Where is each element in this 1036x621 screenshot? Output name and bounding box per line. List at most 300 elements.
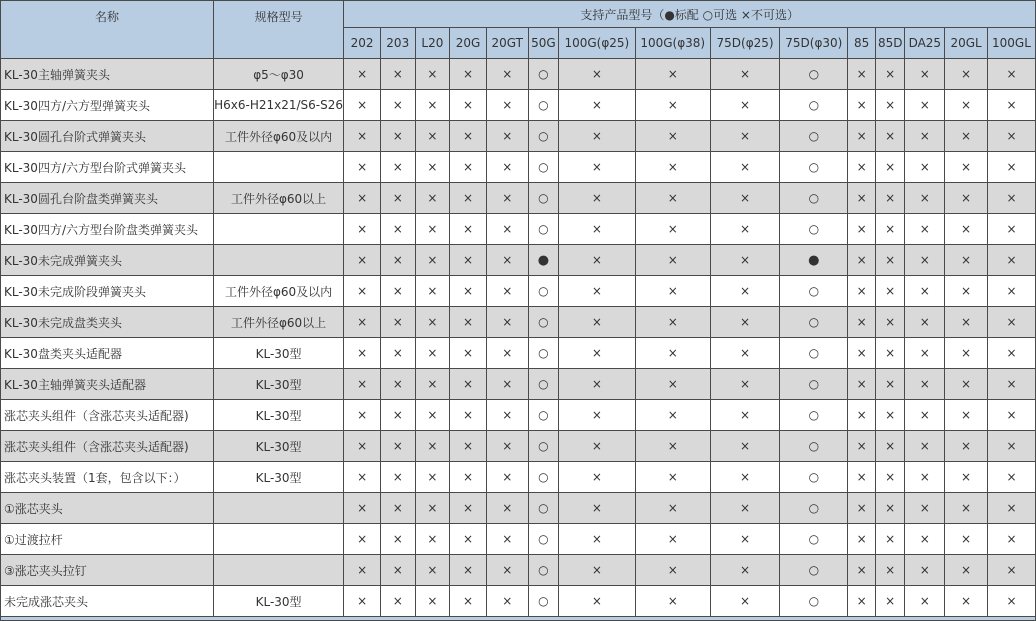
compatibility-mark-cell: × <box>380 524 415 555</box>
compatibility-mark-cell: × <box>848 276 876 307</box>
compatibility-mark-cell: × <box>945 400 988 431</box>
compatibility-mark-cell: × <box>905 493 945 524</box>
compatibility-mark-cell: × <box>987 400 1035 431</box>
compatibility-mark-cell: ○ <box>528 431 559 462</box>
compatibility-mark-cell: ● <box>780 245 848 276</box>
compatibility-mark-cell: × <box>710 90 779 121</box>
compatibility-mark-cell: × <box>559 214 635 245</box>
compatibility-mark-cell: × <box>635 369 710 400</box>
compatibility-mark-cell: ○ <box>780 462 848 493</box>
compatibility-mark-cell: × <box>875 214 905 245</box>
compatibility-mark-cell: ○ <box>780 183 848 214</box>
compatibility-mark-cell: × <box>987 307 1035 338</box>
compatibility-mark-cell: × <box>875 245 905 276</box>
item-spec-cell <box>213 152 343 183</box>
compatibility-mark-cell: × <box>486 183 528 214</box>
compatibility-mark-cell: × <box>848 338 876 369</box>
compatibility-mark-cell: × <box>905 214 945 245</box>
compatibility-mark-cell: × <box>635 214 710 245</box>
compatibility-mark-cell: × <box>486 369 528 400</box>
compatibility-mark-cell: × <box>945 586 988 617</box>
compatibility-mark-cell: × <box>486 555 528 586</box>
compatibility-mark-cell: × <box>380 369 415 400</box>
compatibility-mark-cell: × <box>848 59 876 90</box>
compatibility-mark-cell: × <box>848 555 876 586</box>
compatibility-mark-cell: × <box>987 183 1035 214</box>
item-name-cell: KL-30未完成盘类夹头 <box>1 307 214 338</box>
compatibility-mark-cell: ○ <box>780 555 848 586</box>
compatibility-mark-cell: × <box>905 462 945 493</box>
item-spec-cell <box>213 524 343 555</box>
compatibility-mark-cell: × <box>987 586 1035 617</box>
compatibility-mark-cell: ○ <box>780 493 848 524</box>
compatibility-mark-cell: × <box>380 214 415 245</box>
compatibility-mark-cell: × <box>415 307 450 338</box>
compatibility-mark-cell: × <box>344 183 381 214</box>
compatibility-mark-cell: × <box>415 431 450 462</box>
item-name-cell: KL-30主轴弹簧夹头 <box>1 59 214 90</box>
compatibility-mark-cell: × <box>945 369 988 400</box>
compatibility-mark-cell: × <box>380 307 415 338</box>
compatibility-mark-cell: × <box>635 90 710 121</box>
compatibility-mark-cell: ○ <box>528 338 559 369</box>
compatibility-mark-cell: × <box>344 90 381 121</box>
compatibility-mark-cell: × <box>380 462 415 493</box>
item-name-cell: KL-30主轴弹簧夹头适配器 <box>1 369 214 400</box>
compatibility-mark-cell: × <box>415 214 450 245</box>
compatibility-mark-cell: × <box>450 245 487 276</box>
compatibility-mark-cell: × <box>559 121 635 152</box>
compatibility-mark-cell: × <box>415 245 450 276</box>
compatibility-mark-cell: × <box>344 338 381 369</box>
item-name-cell: KL-30四方/六方型台阶式弹簧夹头 <box>1 152 214 183</box>
item-name-cell: 未完成涨芯夹头 <box>1 586 214 617</box>
spec-column-header: 规格型号 <box>213 1 343 59</box>
compatibility-mark-cell: × <box>875 307 905 338</box>
item-spec-cell <box>213 555 343 586</box>
item-spec-cell <box>213 245 343 276</box>
compatibility-mark-cell: × <box>380 152 415 183</box>
compatibility-mark-cell: × <box>710 586 779 617</box>
compatibility-mark-cell: × <box>987 121 1035 152</box>
compatibility-mark-cell: × <box>559 555 635 586</box>
compatibility-mark-cell: × <box>905 59 945 90</box>
compatibility-mark-cell: × <box>905 90 945 121</box>
compatibility-mark-cell: × <box>344 59 381 90</box>
item-spec-cell: φ5～φ30 <box>213 59 343 90</box>
compatibility-mark-cell: × <box>945 431 988 462</box>
header-row-top <box>1 1 1036 28</box>
compatibility-mark-cell: × <box>635 276 710 307</box>
model-header-cell: 20GT <box>486 28 528 59</box>
table-row <box>1 90 1036 121</box>
compatibility-mark-cell: × <box>559 245 635 276</box>
table-row <box>1 245 1036 276</box>
table-row <box>1 214 1036 245</box>
compatibility-mark-cell: × <box>905 183 945 214</box>
compatibility-mark-cell: × <box>905 431 945 462</box>
compatibility-mark-cell: × <box>380 338 415 369</box>
compatibility-mark-cell: ○ <box>528 90 559 121</box>
model-header-cell: 203 <box>380 28 415 59</box>
compatibility-mark-cell: × <box>380 121 415 152</box>
supported-models-header: 支持产品型号（●标配 ○可选 ×不可选） <box>344 1 1036 28</box>
compatibility-mark-cell: ○ <box>528 214 559 245</box>
compatibility-mark-cell: × <box>450 524 487 555</box>
compatibility-mark-cell: × <box>710 245 779 276</box>
compatibility-mark-cell: × <box>875 369 905 400</box>
item-name-cell: ①过渡拉杆 <box>1 524 214 555</box>
compatibility-mark-cell: × <box>344 493 381 524</box>
item-name-cell: KL-30圆孔台阶式弹簧夹头 <box>1 121 214 152</box>
model-header-cell: L20 <box>415 28 450 59</box>
compatibility-mark-cell: × <box>559 369 635 400</box>
compatibility-mark-cell: × <box>344 121 381 152</box>
compatibility-mark-cell: × <box>380 276 415 307</box>
compatibility-mark-cell: × <box>450 369 487 400</box>
compatibility-mark-cell: × <box>486 462 528 493</box>
compatibility-mark-cell: × <box>987 369 1035 400</box>
compatibility-mark-cell: × <box>380 183 415 214</box>
compatibility-mark-cell: × <box>559 524 635 555</box>
compatibility-mark-cell: × <box>635 524 710 555</box>
compatibility-mark-cell: × <box>875 493 905 524</box>
compatibility-mark-cell: × <box>905 276 945 307</box>
compatibility-mark-cell: × <box>450 121 487 152</box>
compatibility-mark-cell: ○ <box>780 338 848 369</box>
compatibility-mark-cell: × <box>450 400 487 431</box>
compatibility-mark-cell: ○ <box>780 307 848 338</box>
compatibility-mark-cell: × <box>344 400 381 431</box>
compatibility-mark-cell: × <box>945 555 988 586</box>
compatibility-mark-cell: × <box>415 276 450 307</box>
item-spec-cell: 工件外径φ60以上 <box>213 183 343 214</box>
compatibility-mark-cell: × <box>848 90 876 121</box>
model-header-cell: 20GL <box>945 28 988 59</box>
compatibility-mark-cell: × <box>987 59 1035 90</box>
compatibility-mark-cell: × <box>635 121 710 152</box>
compatibility-mark-cell: × <box>559 276 635 307</box>
compatibility-mark-cell: × <box>945 462 988 493</box>
compatibility-mark-cell: × <box>635 245 710 276</box>
compatibility-mark-cell: ○ <box>528 400 559 431</box>
compatibility-mark-cell: × <box>710 462 779 493</box>
model-header-cell: 85 <box>848 28 876 59</box>
compatibility-mark-cell: × <box>945 493 988 524</box>
compatibility-mark-cell: × <box>486 152 528 183</box>
compatibility-mark-cell: ○ <box>528 369 559 400</box>
compatibility-mark-cell: × <box>710 276 779 307</box>
compatibility-mark-cell: × <box>415 462 450 493</box>
compatibility-mark-cell: × <box>559 493 635 524</box>
compatibility-mark-cell: × <box>380 90 415 121</box>
table-row <box>1 121 1036 152</box>
compatibility-mark-cell: × <box>344 214 381 245</box>
table-row <box>1 524 1036 555</box>
compatibility-mark-cell: × <box>450 555 487 586</box>
item-spec-cell: KL-30型 <box>213 462 343 493</box>
compatibility-mark-cell: × <box>559 90 635 121</box>
compatibility-mark-cell: × <box>344 369 381 400</box>
compatibility-mark-cell: × <box>945 152 988 183</box>
compatibility-mark-cell: × <box>559 183 635 214</box>
model-header-cell: 20G <box>450 28 487 59</box>
compatibility-mark-cell: × <box>710 307 779 338</box>
item-spec-cell: KL-30型 <box>213 400 343 431</box>
compatibility-mark-cell: × <box>559 338 635 369</box>
compatibility-mark-cell: × <box>380 493 415 524</box>
compatibility-mark-cell: × <box>635 431 710 462</box>
compatibility-mark-cell: × <box>486 59 528 90</box>
compatibility-mark-cell: × <box>559 462 635 493</box>
compatibility-mark-cell: × <box>415 586 450 617</box>
item-name-cell: ①涨芯夹头 <box>1 493 214 524</box>
compatibility-mark-cell: ○ <box>528 462 559 493</box>
compatibility-mark-cell: × <box>875 121 905 152</box>
compatibility-mark-cell: × <box>905 524 945 555</box>
table-row <box>1 586 1036 617</box>
compatibility-mark-cell: × <box>875 276 905 307</box>
compatibility-mark-cell: × <box>905 555 945 586</box>
compatibility-mark-cell: × <box>415 400 450 431</box>
compatibility-mark-cell: × <box>848 245 876 276</box>
model-header-cell: 50G <box>528 28 559 59</box>
compatibility-mark-cell: × <box>710 183 779 214</box>
table-footer-strip <box>1 617 1036 621</box>
compatibility-mark-cell: ○ <box>780 369 848 400</box>
compatibility-mark-cell: × <box>905 400 945 431</box>
compatibility-mark-cell: × <box>848 214 876 245</box>
model-header-cell: 75D(φ30) <box>780 28 848 59</box>
compatibility-mark-cell: × <box>848 183 876 214</box>
compatibility-mark-cell: × <box>987 214 1035 245</box>
item-name-cell: 涨芯夹头装置（1套，包含以下：） <box>1 462 214 493</box>
compatibility-mark-cell: × <box>415 493 450 524</box>
compatibility-mark-cell: × <box>848 462 876 493</box>
compatibility-mark-cell: × <box>875 338 905 369</box>
compatibility-mark-cell: ○ <box>780 431 848 462</box>
compatibility-mark-cell: × <box>450 586 487 617</box>
item-spec-cell: H6x6-H21x21/S6-S26 <box>213 90 343 121</box>
compatibility-mark-cell: ○ <box>528 493 559 524</box>
compatibility-mark-cell: × <box>450 493 487 524</box>
compatibility-mark-cell: × <box>486 276 528 307</box>
compatibility-mark-cell: × <box>635 338 710 369</box>
compatibility-mark-cell: × <box>415 152 450 183</box>
compatibility-mark-cell: × <box>380 59 415 90</box>
compatibility-mark-cell: × <box>415 338 450 369</box>
compatibility-mark-cell: × <box>450 214 487 245</box>
compatibility-mark-cell: × <box>559 400 635 431</box>
compatibility-mark-cell: × <box>987 462 1035 493</box>
compatibility-mark-cell: × <box>486 586 528 617</box>
compatibility-mark-cell: ○ <box>780 90 848 121</box>
compatibility-mark-cell: × <box>875 431 905 462</box>
compatibility-mark-cell: × <box>380 555 415 586</box>
compatibility-mark-cell: × <box>905 338 945 369</box>
compatibility-mark-cell: × <box>710 369 779 400</box>
table-body <box>1 59 1036 617</box>
table-row <box>1 431 1036 462</box>
item-spec-cell: KL-30型 <box>213 338 343 369</box>
table-row <box>1 152 1036 183</box>
compatibility-mark-cell: × <box>486 245 528 276</box>
compatibility-mark-cell: × <box>486 493 528 524</box>
compatibility-mark-cell: × <box>905 152 945 183</box>
compatibility-mark-cell: × <box>344 462 381 493</box>
compatibility-mark-cell: × <box>486 90 528 121</box>
compatibility-mark-cell: × <box>415 90 450 121</box>
compatibility-mark-cell: ○ <box>528 586 559 617</box>
compatibility-mark-cell: × <box>848 307 876 338</box>
item-spec-cell <box>213 214 343 245</box>
item-name-cell: KL-30盘类夹头适配器 <box>1 338 214 369</box>
compatibility-mark-cell: × <box>875 400 905 431</box>
compatibility-mark-cell: × <box>848 431 876 462</box>
compatibility-mark-cell: × <box>635 307 710 338</box>
compatibility-mark-cell: × <box>987 245 1035 276</box>
model-header-cell: 75D(φ25) <box>710 28 779 59</box>
compatibility-mark-cell: × <box>559 152 635 183</box>
compatibility-mark-cell: × <box>344 307 381 338</box>
compatibility-mark-cell: × <box>945 121 988 152</box>
compatibility-mark-cell: × <box>635 152 710 183</box>
compatibility-mark-cell: ○ <box>780 59 848 90</box>
compatibility-mark-cell: × <box>450 90 487 121</box>
compatibility-mark-cell: × <box>945 276 988 307</box>
compatibility-mark-cell: × <box>875 524 905 555</box>
compatibility-mark-cell: × <box>905 369 945 400</box>
compatibility-mark-cell: × <box>380 245 415 276</box>
compatibility-mark-cell: × <box>710 214 779 245</box>
compatibility-mark-cell: × <box>635 183 710 214</box>
compatibility-mark-cell: × <box>987 90 1035 121</box>
compatibility-mark-cell: × <box>848 524 876 555</box>
compatibility-mark-cell: × <box>987 524 1035 555</box>
compatibility-mark-cell: × <box>710 524 779 555</box>
compatibility-mark-cell: × <box>450 276 487 307</box>
compatibility-mark-cell: × <box>945 307 988 338</box>
compatibility-mark-cell: ○ <box>528 121 559 152</box>
compatibility-mark-cell: × <box>987 555 1035 586</box>
compatibility-mark-cell: × <box>987 338 1035 369</box>
compatibility-mark-cell: × <box>415 524 450 555</box>
item-name-cell: KL-30未完成弹簧夹头 <box>1 245 214 276</box>
compatibility-mark-cell: ○ <box>528 183 559 214</box>
table-row <box>1 400 1036 431</box>
compatibility-mark-cell: × <box>710 493 779 524</box>
item-spec-cell: KL-30型 <box>213 431 343 462</box>
compatibility-mark-cell: ○ <box>780 121 848 152</box>
compatibility-mark-cell: × <box>344 245 381 276</box>
compatibility-mark-cell: × <box>710 431 779 462</box>
compatibility-mark-cell: × <box>848 586 876 617</box>
compatibility-mark-cell: × <box>415 183 450 214</box>
compatibility-mark-cell: × <box>486 214 528 245</box>
compatibility-mark-cell: × <box>344 276 381 307</box>
item-name-cell: 涨芯夹头组件（含涨芯夹头适配器) <box>1 400 214 431</box>
compatibility-mark-cell: × <box>710 121 779 152</box>
compatibility-mark-cell: × <box>945 245 988 276</box>
model-header-cell: 100G(φ38) <box>635 28 710 59</box>
table-row <box>1 183 1036 214</box>
compatibility-mark-cell: × <box>559 307 635 338</box>
table-row <box>1 307 1036 338</box>
table-row <box>1 462 1036 493</box>
compatibility-mark-cell: × <box>415 369 450 400</box>
compatibility-mark-cell: × <box>987 431 1035 462</box>
compatibility-mark-cell: × <box>415 59 450 90</box>
compatibility-mark-cell: × <box>875 183 905 214</box>
compatibility-mark-cell: ○ <box>780 276 848 307</box>
item-name-cell: 涨芯夹头组件（含涨芯夹头适配器) <box>1 431 214 462</box>
compatibility-mark-cell: × <box>987 493 1035 524</box>
compatibility-mark-cell: × <box>710 152 779 183</box>
compatibility-mark-cell: × <box>875 586 905 617</box>
compatibility-mark-cell: × <box>344 524 381 555</box>
model-header-cell: DA25 <box>905 28 945 59</box>
item-spec-cell: KL-30型 <box>213 369 343 400</box>
table-row <box>1 555 1036 586</box>
compatibility-mark-cell: × <box>905 307 945 338</box>
compatibility-mark-cell: × <box>848 152 876 183</box>
compatibility-mark-cell: × <box>710 59 779 90</box>
compatibility-mark-cell: × <box>848 493 876 524</box>
table-row <box>1 276 1036 307</box>
model-header-cell: 100GL <box>987 28 1035 59</box>
compatibility-mark-cell: × <box>905 586 945 617</box>
compatibility-mark-cell: × <box>710 400 779 431</box>
compatibility-mark-cell: × <box>987 276 1035 307</box>
compatibility-mark-cell: ○ <box>528 307 559 338</box>
compatibility-mark-cell: × <box>450 431 487 462</box>
compatibility-mark-cell: × <box>848 121 876 152</box>
compatibility-mark-cell: × <box>848 369 876 400</box>
compatibility-mark-cell: × <box>450 307 487 338</box>
item-name-cell: KL-30圆孔台阶盘类弹簧夹头 <box>1 183 214 214</box>
compatibility-mark-cell: × <box>486 524 528 555</box>
compatibility-mark-cell: × <box>875 59 905 90</box>
compatibility-mark-cell: × <box>905 121 945 152</box>
compatibility-mark-cell: × <box>905 245 945 276</box>
compatibility-mark-cell: × <box>380 431 415 462</box>
compatibility-mark-cell: × <box>486 338 528 369</box>
compatibility-mark-cell: × <box>450 183 487 214</box>
compatibility-mark-cell: × <box>875 462 905 493</box>
compatibility-mark-cell: ○ <box>780 400 848 431</box>
name-column-header: 名称 <box>1 1 214 59</box>
compatibility-mark-cell: × <box>380 400 415 431</box>
compatibility-mark-cell: × <box>559 431 635 462</box>
table-row <box>1 59 1036 90</box>
item-name-cell: KL-30四方/六方型台阶盘类弹簧夹头 <box>1 214 214 245</box>
table-row <box>1 338 1036 369</box>
compatibility-mark-cell: × <box>415 555 450 586</box>
item-spec-cell <box>213 493 343 524</box>
compatibility-mark-cell: × <box>945 90 988 121</box>
item-name-cell: KL-30未完成阶段弹簧夹头 <box>1 276 214 307</box>
compatibility-mark-cell: × <box>875 152 905 183</box>
compatibility-mark-cell: × <box>344 555 381 586</box>
compatibility-mark-cell: ○ <box>528 152 559 183</box>
compatibility-mark-cell: × <box>486 121 528 152</box>
compatibility-mark-cell: × <box>344 431 381 462</box>
compatibility-mark-cell: × <box>635 493 710 524</box>
compatibility-mark-cell: × <box>450 338 487 369</box>
compatibility-mark-cell: × <box>945 524 988 555</box>
compatibility-mark-cell: × <box>635 555 710 586</box>
compatibility-mark-cell: × <box>848 400 876 431</box>
